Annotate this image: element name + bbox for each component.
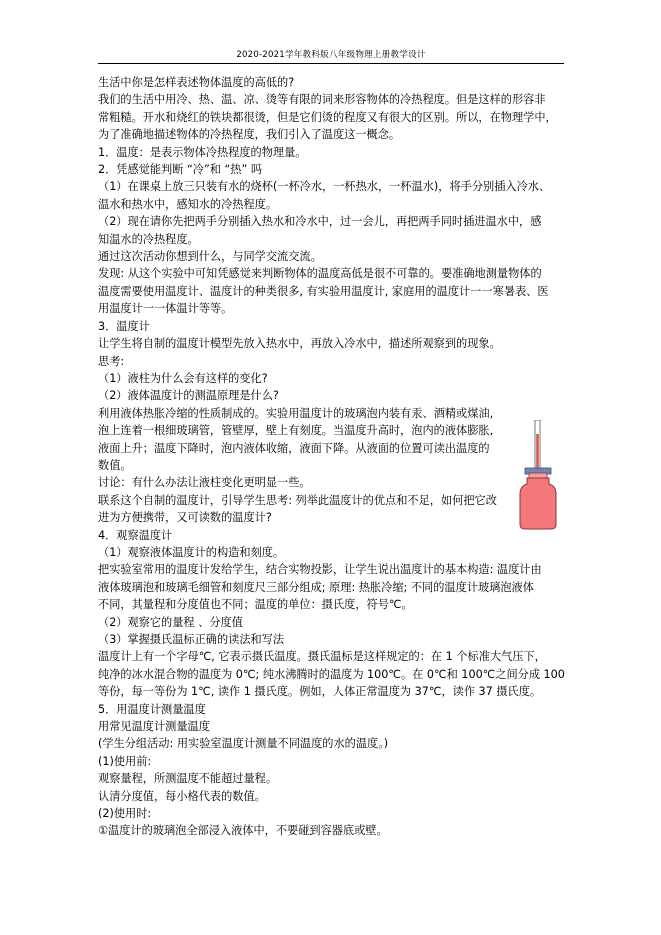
homemade-thermometer-figure: [512, 420, 564, 530]
text-line: 纯净的冰水混合物的温度为 0℃; 纯水沸腾时的温度为 100℃。在 0℃和 100℃之间分成 100: [98, 667, 565, 681]
text-line: 联系这个自制的温度计，引导学生思考: 列举此温度计的优点和不足，如何把它改: [98, 493, 497, 507]
text-line: (2)使用时:: [98, 807, 152, 821]
document-body: [98, 74, 564, 840]
text-line: 把实验室常用的温度计发给学生，结合实物投影，让学生说出温度计的基本构造: 温度计由: [98, 563, 542, 577]
section-heading: 5．用温度计测量温度: [98, 702, 206, 716]
text-line: 用温度计一一体温计等等。: [98, 302, 233, 316]
section-heading: 3．温度计: [98, 319, 150, 333]
text-line: （2）观察它的量程 、分度值: [98, 615, 243, 629]
page-header: 2020-2021学年教科版八年级物理上册教学设计: [236, 50, 426, 60]
text-line: （2）现在请你先把两手分别插入热水和冷水中，过一会儿，再把两手同时插进温水中，感: [98, 215, 542, 229]
text-line: 讨论：有什么办法让液柱变化更明显一些。: [98, 476, 311, 490]
text-line: 泡上连着一根细玻璃管，管壁厚，壁上有刻度。当温度升高时，泡内的液体膨胀,: [98, 424, 494, 438]
text-line: 用常见温度计测量温度: [98, 720, 210, 734]
text-line: 液体玻璃泡和玻璃毛细管和刻度尺三部分组成; 原理: 热胀冷缩; 不同的温度计玻璃泡液体: [98, 580, 534, 594]
text-line: 1．温度：是表示物体冷热程度的物理量。: [98, 145, 307, 159]
text-line: （1）在课桌上放三只装有水的烧杯(一杯冷水，一杯热水，一杯温水)，将手分别插入冷水、: [98, 180, 551, 194]
text-line: 液面上升；温度下降时，泡内液体收缩，液面下降。从液面的位置可读出温度的: [98, 441, 490, 455]
text-line: 我们的生活中用冷、热、温、凉、烫等有限的词来形容物体的冷热程度。但是这样的形容非: [98, 93, 546, 107]
text-line: 温度需要使用温度计、温度计的种类很多, 有实验用温度计, 家庭用的温度计一一寒暑表、医: [98, 284, 549, 298]
text-line: 常粗糙。开水和烧红的铁块都很烫，但是它们烫的程度又有很大的区别。所以，在物理学中，: [98, 110, 557, 124]
text-line: ①温度计的玻璃泡全部浸入液体中，不要碰到容器底或壁。: [98, 824, 388, 838]
text-line: 观察量程，所测温度不能超过量程。: [98, 772, 278, 786]
text-line: 让学生将自制的温度计模型先放入热水中，再放入冷水中，描述所观察到的现象。: [98, 337, 501, 351]
text-line: 2．凭感觉能判断 “冷”和 “热” 吗: [98, 163, 263, 177]
text-line: 数值。: [98, 458, 132, 472]
header-rule: [98, 63, 564, 64]
text-line: 为了准确地描述物体的冷热程度，我们引入了温度这一概念。: [98, 128, 401, 142]
text-line: 进为方便携带，又可读数的温度计?: [98, 511, 272, 525]
section-heading: 4．观察温度计: [98, 528, 173, 542]
text-line: 生活中你是怎样表述物体温度的高低的?: [98, 76, 295, 89]
text-line: 通过这次活动你想到什么，与同学交流交流。: [98, 250, 322, 264]
text-line: 不同，其量程和分度值也不同；温度的单位：摄氏度，符号℃。: [98, 598, 413, 612]
text-line: 知温水的冷热程度。: [98, 232, 199, 246]
text-line: （1）液柱为什么会有这样的变化?: [98, 371, 268, 385]
text-line: (学生分组活动: 用实验室温度计测量不同温度的水的温度。): [98, 737, 389, 751]
text-line: 温度计上有一个字母℃, 它表示摄氏温度。摄氏温标是这样规定的：在 1 个标准大气压下，: [98, 650, 546, 664]
text-line: 利用液体热胀冷缩的性质制成的。实验用温度计的玻璃泡内装有汞、酒精或煤油,: [98, 406, 494, 420]
text-line: (1)使用前:: [98, 754, 152, 768]
text-line: 温水和热水中，感知水的冷热程度。: [98, 197, 278, 211]
text-line: （2）液体温度计的测温原理是什么?: [98, 389, 279, 403]
text-line: （3）掌握摄氏温标正确的读法和写法: [98, 633, 285, 646]
text-line: （1）观察液体温度计的构造和刻度。: [98, 545, 285, 559]
text-line: 认清分度值，每小格代表的数值。: [98, 789, 266, 803]
text-line: 思考:: [98, 354, 125, 368]
text-line: 等份，每一等份为 1℃, 读作 1 摄氏度。例如，人体正常温度为 37℃，读作 37 摄氏度。: [98, 685, 542, 699]
text-line: 发现: 从这个实验中可知凭感觉来判断物体的温度高低是很不可靠的。要准确地测量物体的: [98, 267, 542, 281]
